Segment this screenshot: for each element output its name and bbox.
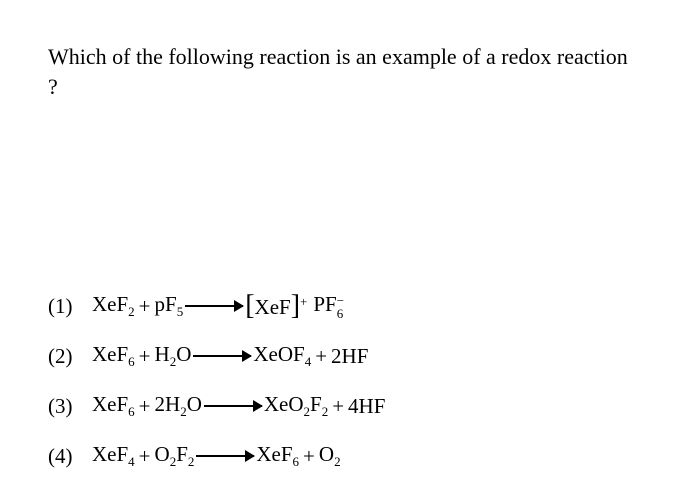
option-number: (3) bbox=[48, 393, 73, 418]
product-2: PF − 6 bbox=[313, 292, 345, 321]
product-2: $O_2$ bbox=[318, 441, 341, 470]
equation-3 bbox=[92, 392, 385, 420]
plus-sign: + bbox=[138, 443, 151, 468]
option-2[interactable] bbox=[48, 331, 385, 381]
plus-sign: + bbox=[138, 393, 151, 418]
question-mark: ? bbox=[48, 74, 58, 99]
product-2: 2HF bbox=[331, 343, 369, 368]
reactant-1: XeF$_6$ bbox=[92, 341, 135, 370]
reactant-2: $2H_2O$ bbox=[154, 391, 202, 420]
option-number: (1) bbox=[48, 293, 73, 318]
product-1: XeOF$_4$ bbox=[253, 341, 312, 370]
plus-sign: + bbox=[138, 343, 151, 368]
reaction-arrow-icon bbox=[193, 355, 251, 357]
reactant-1: XeF$_2$ bbox=[92, 291, 135, 320]
reactant-2: $O_2F_2$ bbox=[154, 441, 195, 470]
option-1[interactable] bbox=[48, 281, 385, 331]
option-3[interactable] bbox=[48, 381, 385, 431]
option-4[interactable] bbox=[48, 431, 385, 481]
question-stem: Which of the following reaction is an example of a redox reaction bbox=[48, 44, 628, 69]
plus-sign: + bbox=[332, 393, 345, 418]
plus-sign: + bbox=[303, 443, 315, 468]
reactant-1: XeF$_6$ bbox=[92, 391, 135, 420]
plus-sign: + bbox=[138, 293, 151, 318]
option-number: (2) bbox=[48, 343, 73, 368]
reaction-arrow-icon bbox=[196, 455, 254, 457]
reaction-arrow-icon bbox=[204, 405, 262, 407]
product-1: [XeF]+ bbox=[245, 290, 308, 321]
equation-2 bbox=[92, 342, 368, 370]
options-list bbox=[48, 281, 385, 481]
reaction-arrow-icon bbox=[185, 305, 243, 307]
product-1: XeF$_6$ bbox=[256, 441, 300, 470]
reactant-2: $pF_5$ bbox=[154, 291, 184, 320]
reactant-1: XeF$_4$ bbox=[92, 441, 135, 470]
reactant-2: $H_2O$ bbox=[154, 341, 192, 370]
option-number: (4) bbox=[48, 443, 73, 468]
product-1: $XeO_2F_2$ bbox=[263, 391, 329, 420]
question-text bbox=[48, 42, 668, 102]
product-2: 4HF bbox=[348, 393, 386, 418]
plus-sign: + bbox=[315, 343, 328, 368]
equation-4 bbox=[92, 442, 341, 470]
equation-1 bbox=[92, 292, 344, 320]
